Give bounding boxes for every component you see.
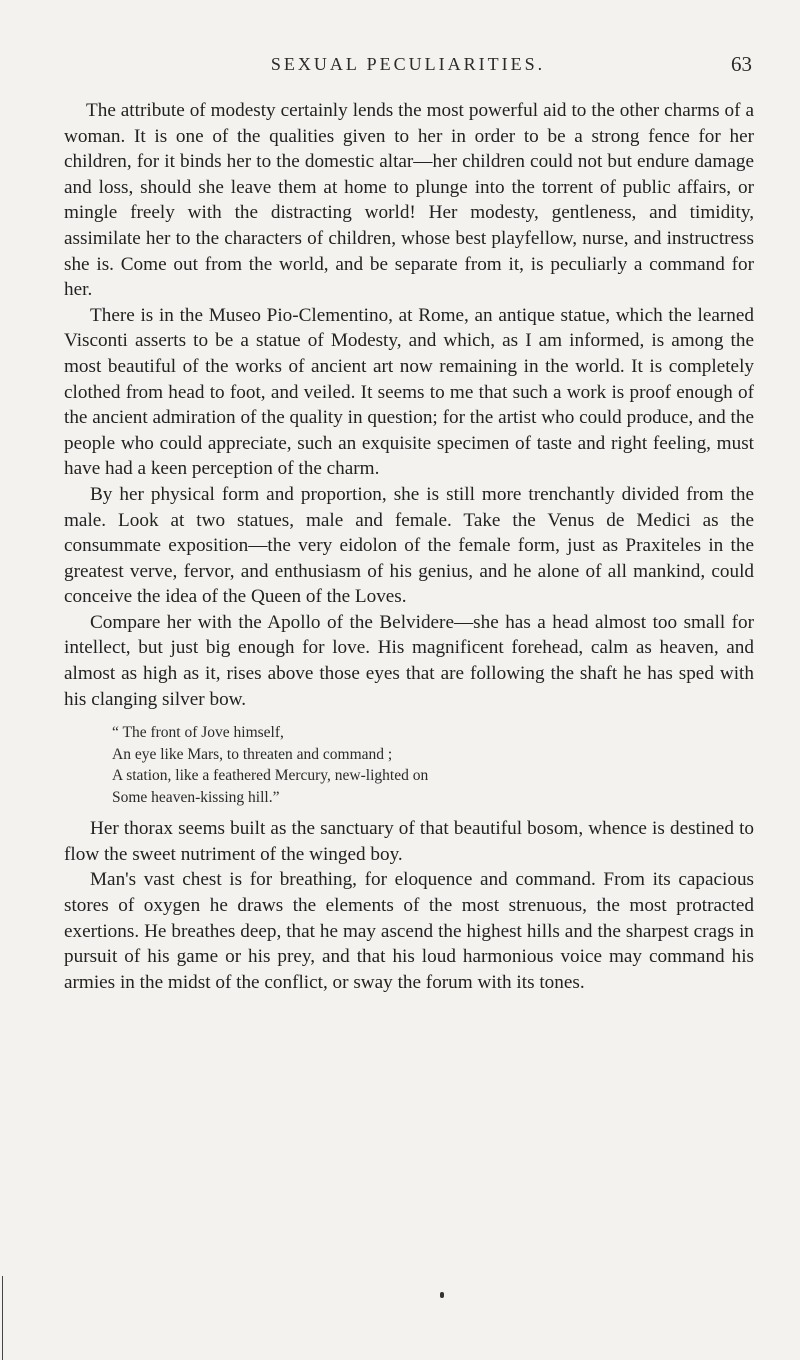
paragraph-mans-chest: Man's vast chest is for breathing, for eloquence and command. From its capacious stores of oxygen he draws the elements of the most strenuous, the most protracted exertions. He breathes deep, that he may ascend the highest hills and the sharpest crags in pursuit of his game or his prey, and that his loud harmonious voice may command his armies in the midst of the conflict, or sway the forum with its tones. — [64, 869, 754, 993]
ink-speck — [440, 1292, 444, 1298]
quote-line: Some heaven-kissing hill.” — [112, 788, 280, 806]
running-title: SEXUAL PECULIARITIES. — [270, 54, 546, 74]
page-edge-mark — [2, 1276, 3, 1360]
paragraph-modesty: The attribute of modesty certainly lends the most powerful aid to the other charms of a woman. It is one of the qualities given to her in order to be a strong fence for her children, for it binds her to the domestic altar—her children could not but endure damage and loss, should she leave them at home to plunge into the torrent of public affairs, or mingle freely with the distracting world! Her modesty, gentleness, and timidity, assimilate her to the characters of children, whose best playfellow, nurse, and instructress she is. Come out from the world, and be separate from it, is peculiarly a command for her. — [64, 100, 754, 301]
paragraph-apollo: Compare her with the Apollo of the Belvidere—she has a head almost too small for intellect, but just big enough for love. His magnificent forehead, calm as heaven, and almost as high as it, rises above those eyes that are following the shaft he has sped with his clanging silver bow. — [64, 611, 754, 710]
quote-line: A station, like a feathered Mercury, new-lighted on — [112, 767, 429, 785]
paragraph-statue-of-modesty: There is in the Museo Pio-Clementino, at Rome, an antique statue, which the learned Visconti asserts to be a statue of Modesty, and which, as I am informed, is among the most beautiful of the works of ancient art now remaining in the world. It is completely clothed from head to foot, and veiled. It seems to me that such a work is proof enough of the ancient admiration of the quality in question; for the artist who could produce, and the people who could appreciate, such an exquisite specimen of taste and right feeling, must have had a keen perception of the charm. — [64, 304, 754, 480]
paragraph-thorax: Her thorax seems built as the sanctuary of that beautiful bosom, whence is destined to flow the sweet nutriment of the winged boy. — [64, 818, 754, 865]
quote-line: An eye like Mars, to threaten and command ; — [112, 745, 393, 763]
quote-line: “ The front of Jove himself, — [112, 724, 284, 742]
verse-quotation — [64, 722, 754, 808]
body-text — [64, 98, 754, 995]
paragraph-physical-form: By her physical form and proportion, she is still more trenchantly divided from the male. Look at two statues, male and female. Take the Venus de Medici as the consummate exposition—the very eidolon of the female form, just as Praxiteles in the greatest verve, fervor, and enthusiasm of his genius, and he alone of all mankind, could conceive the idea of the Queen of the Loves. — [64, 483, 754, 608]
running-head — [64, 54, 752, 84]
page-number: 63 — [731, 52, 752, 76]
